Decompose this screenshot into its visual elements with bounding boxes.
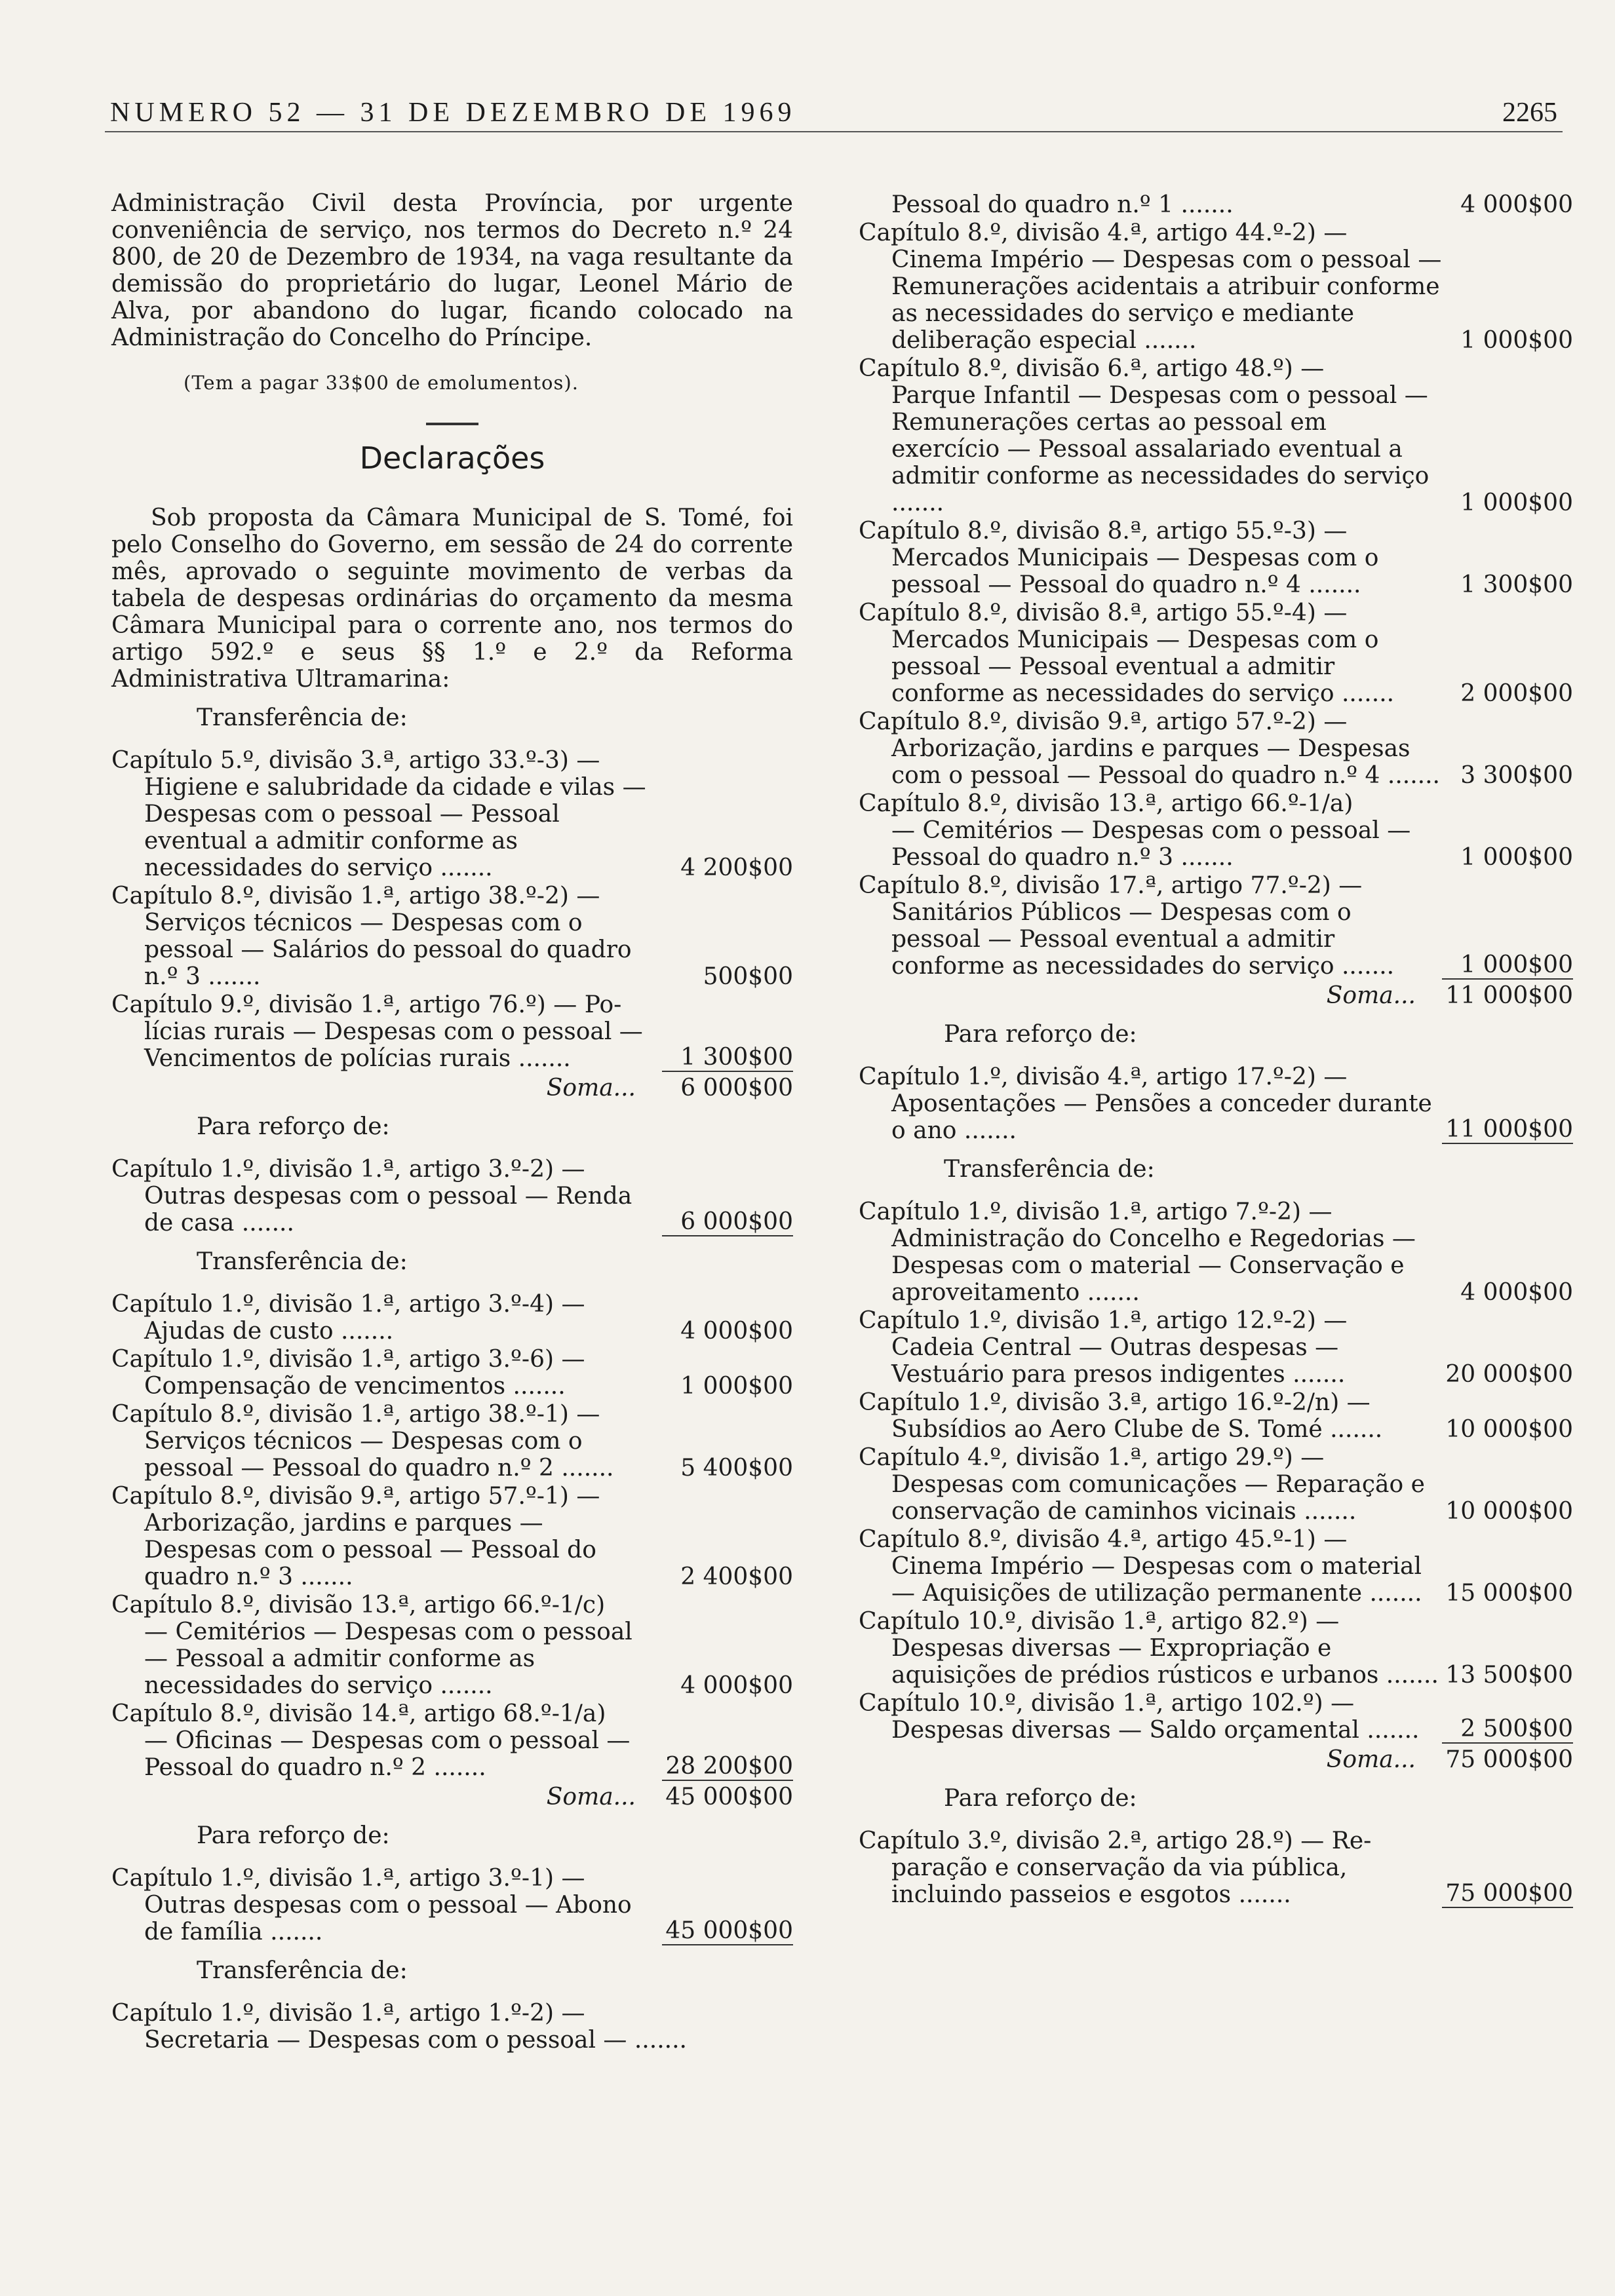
budget-entry — [111, 991, 793, 1072]
entry-amount: 2 000$00 — [1460, 680, 1573, 707]
entry-text — [111, 1156, 662, 1236]
budget-entry — [111, 1865, 793, 1945]
budget-entry — [859, 708, 1573, 789]
page-header — [105, 92, 1563, 132]
entry-text — [859, 191, 1442, 218]
entry-amount: 1 000$00 — [680, 1373, 793, 1400]
entry-text — [111, 991, 662, 1072]
soma-amount: 11 000$00 — [1445, 982, 1573, 1009]
entry-text — [859, 1827, 1442, 1908]
group — [111, 1957, 793, 2054]
budget-entry — [859, 1063, 1573, 1144]
entry-description — [111, 1510, 662, 1590]
entry-amount: 6 000$00 — [662, 1208, 793, 1236]
entry-article: Capítulo 1.º, divisão 1.ª, artigo 3.º-2) — — [111, 1156, 585, 1183]
entry-description — [859, 899, 1442, 980]
entry-description — [111, 774, 662, 881]
entry-amount: 45 000$00 — [662, 1917, 793, 1945]
entry-article: Capítulo 1.º, divisão 4.ª, artigo 17.º-2) — — [859, 1063, 1348, 1090]
entry-amount: 1 000$00 — [1460, 489, 1573, 516]
entry-body: — Cemitérios — Despesas com o pessoal — Pessoal a admitir conforme as necessidades do serviço ....... — [144, 1618, 632, 1699]
entry-body: Serviços técnicos — Despesas com o pessoal — Pessoal do quadro n.º 2 ....... — [144, 1428, 613, 1482]
budget-entry — [111, 1592, 793, 1699]
entry-body: Parque Infantil — Despesas com o pessoal — Remunerações certas ao pessoal em exercício — Pessoal assalariado eventual a admitir conforme as necessidades do serviço ....... — [891, 382, 1429, 516]
entry-description — [859, 1334, 1442, 1388]
budget-entry — [111, 1483, 793, 1590]
entry-article: Capítulo 8.º, divisão 4.ª, artigo 44.º-2) — — [859, 220, 1348, 246]
page-number: 2265 — [1502, 98, 1557, 128]
group — [859, 1021, 1573, 1144]
entry-description — [859, 626, 1442, 707]
subsection-label: Transferência de: — [197, 1957, 408, 1984]
right-column — [859, 190, 1573, 1908]
entry-description — [859, 1854, 1442, 1908]
separator — [426, 423, 478, 425]
entry-amount: 1 300$00 — [1460, 571, 1573, 598]
entry-text — [859, 1198, 1442, 1306]
entry-amount: 3 300$00 — [1460, 762, 1573, 789]
entry-text — [111, 1346, 662, 1400]
entry-text — [859, 355, 1442, 516]
group — [111, 1113, 793, 1236]
entry-body: Arborização, jardins e parques — Despesas com o pessoal — Pessoal do quadro n.º 3 ....... — [144, 1510, 596, 1590]
soma-label: Soma... — [1326, 982, 1416, 1009]
entry-body: lícias rurais — Despesas com o pessoal — Vencimentos de polícias rurais ....... — [144, 1018, 643, 1072]
group — [111, 704, 793, 1101]
budget-entry — [111, 1401, 793, 1482]
entry-text — [111, 1291, 662, 1345]
entry-article: Capítulo 8.º, divisão 14.ª, artigo 68.º-1/a) — [111, 1700, 606, 1727]
entry-amount: 13 500$00 — [1445, 1662, 1573, 1689]
entry-description — [859, 1225, 1442, 1306]
soma-row — [111, 1784, 793, 1810]
entry-body: Despesas diversas — Saldo orçamental ....... — [891, 1717, 1419, 1744]
entry-amount: 1 000$00 — [1442, 951, 1573, 980]
budget-entry — [859, 355, 1573, 516]
entry-text — [111, 883, 662, 990]
entry-amount: 4 000$00 — [1460, 191, 1573, 218]
entry-description — [111, 1618, 662, 1699]
budget-entry — [859, 1690, 1573, 1744]
entry-article: Capítulo 8.º, divisão 8.ª, artigo 55.º-4) — — [859, 600, 1348, 626]
entry-amount: 75 000$00 — [1442, 1880, 1573, 1908]
entry-amount: 1 000$00 — [1460, 844, 1573, 871]
entry-amount: 4 000$00 — [680, 1672, 793, 1699]
entry-article: Capítulo 5.º, divisão 3.ª, artigo 33.º-3) — — [111, 747, 600, 774]
entry-article: Capítulo 8.º, divisão 6.ª, artigo 48.º) — — [859, 355, 1325, 382]
budget-entry — [111, 1156, 793, 1236]
entry-article: Capítulo 8.º, divisão 9.ª, artigo 57.º-2) — — [859, 708, 1348, 735]
entry-article: Capítulo 8.º, divisão 4.ª, artigo 45.º-1) — — [859, 1526, 1348, 1553]
soma-amount: 75 000$00 — [1445, 1746, 1573, 1773]
entry-text — [859, 1608, 1442, 1689]
entry-amount: 4 000$00 — [1460, 1279, 1573, 1306]
budget-entry — [111, 883, 793, 990]
entry-text — [859, 1063, 1442, 1144]
entry-description — [111, 1183, 662, 1236]
budget-entry — [859, 1389, 1573, 1443]
entry-description — [859, 1635, 1442, 1689]
entry-body: — Cemitérios — Despesas com o pessoal — Pessoal do quadro n.º 3 ....... — [891, 817, 1411, 871]
budget-entry — [859, 518, 1573, 598]
soma-label: Soma... — [1326, 1746, 1416, 1773]
entry-text — [859, 600, 1442, 707]
entry-body: Ajudas de custo ....... — [144, 1318, 393, 1345]
entry-description — [859, 1717, 1442, 1744]
entry-article: Capítulo 8.º, divisão 13.ª, artigo 66.º-1/c) — [111, 1592, 606, 1618]
entry-body: Secretaria — Despesas com o pessoal — ....... — [144, 2027, 687, 2054]
entry-amount: 10 000$00 — [1445, 1416, 1573, 1443]
budget-entry — [859, 600, 1573, 707]
budget-entry — [859, 1526, 1573, 1607]
entry-article: Capítulo 10.º, divisão 1.ª, artigo 82.º) — — [859, 1608, 1340, 1635]
subsection-label: Para reforço de: — [197, 1113, 390, 1140]
declaracoes-body: Sob proposta da Câmara Municipal de S. Tomé, foi pelo Conselho do Governo, em sessão de 24 do corrente mês, aprovado o seguinte movimento de verbas da tabela de despesas ordinárias do orçamento da mesma Câmara Municipal para o corrente ano, nos termos do artigo 592.º e seus §§ 1.º e 2.º da Reforma Administrativa Ultramarina: — [111, 505, 793, 693]
entry-amount: 15 000$00 — [1445, 1580, 1573, 1607]
entry-text — [859, 790, 1442, 871]
soma-amount: 45 000$00 — [665, 1784, 793, 1810]
entry-article: Capítulo 9.º, divisão 1.ª, artigo 76.º) — Po- — [111, 991, 622, 1018]
entry-amount: 2 400$00 — [680, 1563, 793, 1590]
entry-body: Pessoal do quadro n.º 1 ....... — [891, 191, 1234, 218]
left-column — [111, 190, 793, 2054]
entry-text — [111, 747, 662, 881]
budget-entry — [111, 1346, 793, 1400]
budget-entry — [859, 220, 1573, 354]
entry-body: Sanitários Públicos — Despesas com o pessoal — Pessoal eventual a admitir conforme as necessidades do serviço ....... — [891, 899, 1394, 980]
entry-article: Capítulo 3.º, divisão 2.ª, artigo 28.º) — Re- — [859, 1827, 1372, 1854]
soma-row — [111, 1075, 793, 1101]
entry-body: Administração do Concelho e Regedorias — Despesas com o material — Conservação e aproveitamento ....... — [891, 1225, 1416, 1306]
intro-paragraph: Administração Civil desta Província, por urgente conveniência de serviço, nos termos do Decreto n.º 24 800, de 20 de Dezembro de 1934, na vaga resultante da demissão do proprietário do lugar, Leonel Mário de Alva, por abandono do lugar, ficando colocado na Administração do Concelho do Príncipe. — [111, 190, 793, 351]
entry-text — [111, 1483, 662, 1590]
entry-description — [111, 1018, 662, 1072]
subsection-label: Para reforço de: — [197, 1822, 390, 1849]
entry-body: Subsídios ao Aero Clube de S. Tomé ....... — [891, 1416, 1382, 1443]
entry-text — [111, 2000, 793, 2054]
entry-amount: 1 300$00 — [662, 1044, 793, 1072]
entry-body: — Oficinas — Despesas com o pessoal — Pessoal do quadro n.º 2 ....... — [144, 1727, 630, 1781]
soma-label: Soma... — [546, 1784, 636, 1810]
entry-article: Capítulo 1.º, divisão 3.ª, artigo 16.º-2/n) — — [859, 1389, 1371, 1416]
subsection-label: Transferência de: — [197, 704, 408, 731]
entry-body: Outras despesas com o pessoal — Abono de família ....... — [144, 1892, 632, 1945]
budget-entry — [111, 2000, 793, 2054]
entry-article: Capítulo 1.º, divisão 1.ª, artigo 3.º-4) — — [111, 1291, 585, 1318]
entry-body: Cinema Império — Despesas com o pessoal — Remunerações acidentais a atribuir conforme as necessidades do serviço e mediante deliberação especial ....... — [891, 246, 1441, 354]
entry-text — [859, 1444, 1442, 1525]
entry-description — [859, 1471, 1442, 1525]
entry-body: Compensação de vencimentos ....... — [144, 1373, 566, 1400]
entry-description — [111, 2027, 793, 2054]
entry-amount: 2 500$00 — [1442, 1715, 1573, 1744]
entry-body: Outras despesas com o pessoal — Renda de casa ....... — [144, 1183, 632, 1236]
entry-description — [111, 1373, 662, 1400]
budget-entry — [859, 1608, 1573, 1689]
subsection-label: Transferência de: — [197, 1248, 408, 1275]
entry-amount: 20 000$00 — [1445, 1361, 1573, 1388]
entry-description — [859, 246, 1442, 354]
entry-text — [859, 872, 1442, 980]
fee-note: (Tem a pagar 33$00 de emolumentos). — [184, 372, 579, 394]
entry-body: Higiene e salubridade da cidade e vilas — Despesas com o pessoal — Pessoal eventual a admitir conforme as necessidades do serviço ....... — [144, 774, 646, 881]
entry-body: Mercados Municipais — Despesas com o pessoal — Pessoal eventual a admitir conforme as necessidades do serviço ....... — [891, 626, 1394, 707]
entry-description — [859, 382, 1442, 516]
budget-entry — [859, 872, 1573, 980]
entry-text — [111, 1700, 662, 1781]
entry-text — [111, 1865, 662, 1945]
entry-body: Arborização, jardins e parques — Despesas com o pessoal — Pessoal do quadro n.º 4 ....... — [891, 735, 1440, 789]
entry-body: paração e conservação da via pública, incluindo passeios e esgotos ....... — [891, 1854, 1347, 1908]
entry-text — [859, 1389, 1442, 1443]
entry-amount: 10 000$00 — [1445, 1498, 1573, 1525]
entry-body: Serviços técnicos — Despesas com o pessoal — Salários do pessoal do quadro n.º 3 ....... — [144, 909, 632, 990]
entry-article: Capítulo 8.º, divisão 1.ª, artigo 38.º-2) — — [111, 883, 600, 909]
entry-amount: 5 400$00 — [680, 1455, 793, 1482]
entry-article: Capítulo 8.º, divisão 9.ª, artigo 57.º-1) — — [111, 1483, 600, 1510]
soma-amount: 6 000$00 — [680, 1075, 793, 1101]
section-heading: Declarações — [359, 440, 545, 476]
budget-entry — [111, 747, 793, 881]
budget-entry — [859, 1444, 1573, 1525]
subsection-label: Para reforço de: — [944, 1785, 1137, 1812]
entry-amount: 4 200$00 — [680, 854, 793, 881]
entry-text — [111, 1401, 662, 1482]
entry-article: Capítulo 1.º, divisão 1.ª, artigo 12.º-2) — — [859, 1307, 1348, 1334]
entry-body: Despesas com comunicações — Reparação e conservação de caminhos vicinais ....... — [891, 1471, 1425, 1525]
soma-label: Soma... — [546, 1075, 636, 1101]
budget-entry — [859, 1198, 1573, 1306]
entry-description — [859, 1416, 1442, 1443]
entry-article: Capítulo 8.º, divisão 17.ª, artigo 77.º-2) — — [859, 872, 1363, 899]
entry-article: Capítulo 1.º, divisão 1.ª, artigo 1.º-2) — — [111, 2000, 585, 2027]
entry-text — [859, 1690, 1442, 1744]
group — [111, 1822, 793, 1945]
entry-text — [859, 1526, 1442, 1607]
entry-description — [859, 735, 1442, 789]
entry-amount: 11 000$00 — [1442, 1116, 1573, 1144]
entry-amount: 1 000$00 — [1460, 327, 1573, 354]
budget-entry — [859, 790, 1573, 871]
entry-body: Mercados Municipais — Despesas com o pessoal — Pessoal do quadro n.º 4 ....... — [891, 545, 1378, 598]
subsection-label: Para reforço de: — [944, 1021, 1137, 1048]
entry-amount: 4 000$00 — [680, 1318, 793, 1345]
entry-description — [859, 817, 1442, 871]
entry-article: Capítulo 4.º, divisão 1.ª, artigo 29.º) — — [859, 1444, 1325, 1471]
entry-article: Capítulo 1.º, divisão 1.ª, artigo 3.º-1) — — [111, 1865, 585, 1892]
entry-description — [111, 1428, 662, 1482]
issue-title: NUMERO 52 — 31 DE DEZEMBRO DE 1969 — [110, 98, 796, 128]
budget-entry — [111, 1291, 793, 1345]
soma-row — [859, 982, 1573, 1009]
entry-body: Aposentações — Pensões a conceder durante o ano ....... — [891, 1090, 1432, 1144]
soma-row — [859, 1746, 1573, 1773]
entry-description — [859, 191, 1442, 218]
entry-description — [111, 1318, 662, 1345]
entry-text — [859, 518, 1442, 598]
entry-article: Capítulo 1.º, divisão 1.ª, artigo 7.º-2) — — [859, 1198, 1333, 1225]
budget-entry — [859, 1827, 1573, 1908]
entry-description — [111, 1727, 662, 1781]
entry-description — [111, 1892, 662, 1945]
entry-text — [859, 220, 1442, 354]
group — [859, 191, 1573, 1009]
group — [859, 1156, 1573, 1773]
entry-description — [111, 909, 662, 990]
subsection-label: Transferência de: — [944, 1156, 1155, 1183]
entry-article: Capítulo 1.º, divisão 1.ª, artigo 3.º-6) — — [111, 1346, 585, 1373]
entry-article: Capítulo 8.º, divisão 13.ª, artigo 66.º-1/a) — [859, 790, 1353, 817]
entry-article: Capítulo 8.º, divisão 1.ª, artigo 38.º-1) — — [111, 1401, 600, 1428]
entry-body: Cinema Império — Despesas com o material — Aquisições de utilização permanente ....... — [891, 1553, 1422, 1607]
entry-description — [859, 1553, 1442, 1607]
entry-text — [859, 708, 1442, 789]
entry-article: Capítulo 8.º, divisão 8.ª, artigo 55.º-3) — — [859, 518, 1348, 545]
entry-text — [859, 1307, 1442, 1388]
budget-entry — [859, 191, 1573, 218]
entry-article: Capítulo 10.º, divisão 1.ª, artigo 102.º) — — [859, 1690, 1355, 1717]
group — [859, 1785, 1573, 1908]
entry-text — [111, 1592, 662, 1699]
entry-amount: 500$00 — [703, 963, 793, 990]
entry-amount: 28 200$00 — [662, 1753, 793, 1781]
budget-entry — [111, 1700, 793, 1781]
group — [111, 1248, 793, 1810]
entry-description — [859, 545, 1442, 598]
entry-body: Cadeia Central — Outras despesas — Vestuário para presos indigentes ....... — [891, 1334, 1345, 1388]
entry-body: Despesas diversas — Expropriação e aquisições de prédios rústicos e urbanos ....... — [891, 1635, 1439, 1689]
entry-description — [859, 1090, 1442, 1144]
budget-entry — [859, 1307, 1573, 1388]
